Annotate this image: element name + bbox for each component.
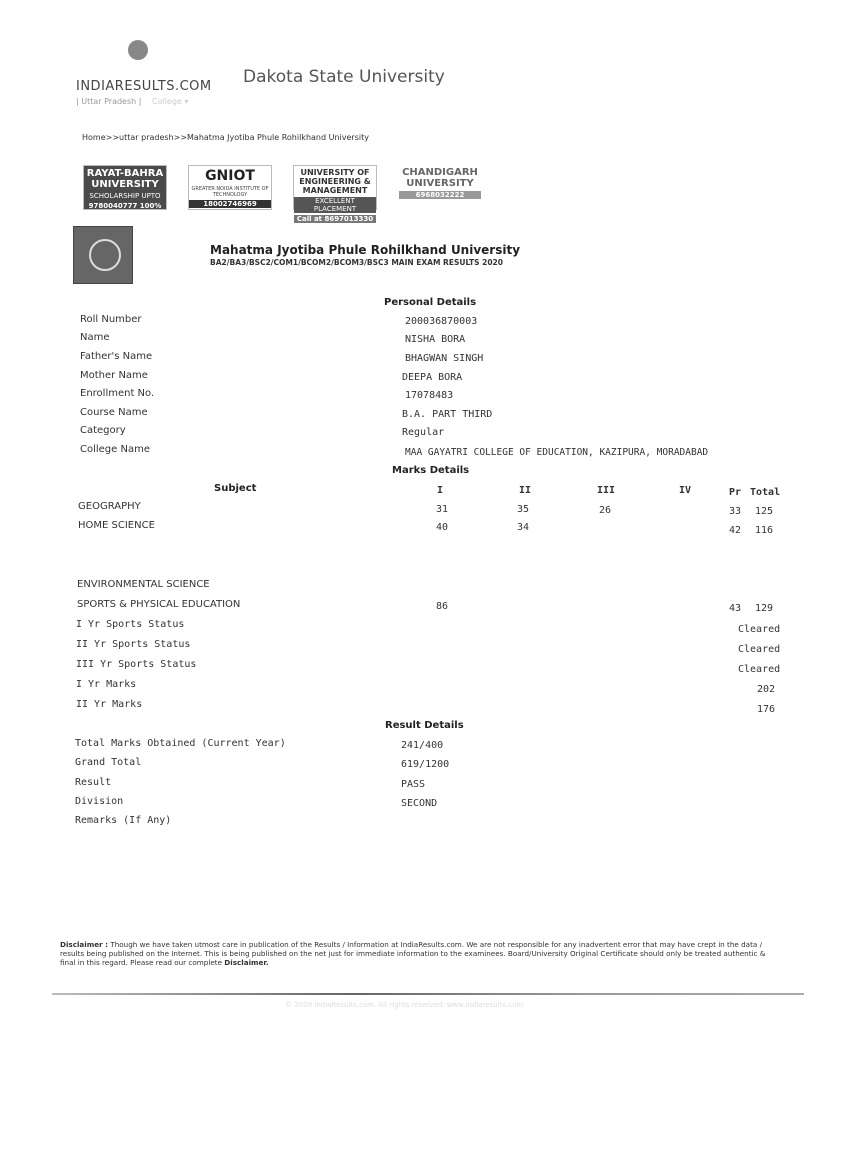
ad-phone: Call at 8697013330	[294, 215, 376, 223]
site-logo-text[interactable]: INDIARESULTS.COM	[76, 79, 212, 94]
personal-details-heading: Personal Details	[384, 297, 477, 308]
footer-text: © 2020 IndiaResults.com. All rights reserved. www.indiaresults.com	[285, 1001, 524, 1009]
col-i: I	[437, 485, 444, 496]
site-logo-subtitle	[76, 97, 188, 106]
subject-sports: SPORTS & PHYSICAL EDUCATION	[77, 599, 241, 610]
value-category: Regular	[402, 427, 445, 438]
geography-total: 125	[755, 506, 774, 517]
col-iv: IV	[679, 485, 692, 496]
value-i-yr-marks: 202	[757, 684, 776, 695]
college-dropdown[interactable]: College ▾	[152, 97, 189, 106]
ad-uem[interactable]	[293, 165, 377, 223]
value-result: PASS	[401, 779, 426, 790]
home-science-total: 116	[755, 525, 774, 536]
ad-heading: UNIVERSITY OF ENGINEERING & MANAGEMENT	[299, 168, 371, 195]
site-logo-icon	[128, 40, 148, 60]
university-name: Mahatma Jyotiba Phule Rohilkhand University	[210, 243, 521, 257]
value-i-yr-sports: Cleared	[738, 624, 781, 635]
value-division: SECOND	[401, 798, 438, 809]
value-ii-yr-marks: 176	[757, 704, 776, 715]
ad-gniot[interactable]	[188, 165, 272, 210]
label-ii-yr-marks: II Yr Marks	[76, 699, 143, 710]
label-grand-total: Grand Total	[75, 757, 142, 768]
col-ii: II	[519, 485, 532, 496]
ad-rayat-bahra[interactable]	[83, 165, 167, 210]
geography-i: 31	[436, 504, 449, 515]
label-roll-number: Roll Number	[80, 314, 142, 325]
value-name: NISHA BORA	[405, 334, 466, 345]
label-category: Category	[80, 425, 126, 436]
label-course-name: Course Name	[80, 407, 148, 418]
site-title: Dakota State University	[243, 67, 445, 87]
subject-environmental-science: ENVIRONMENTAL SCIENCE	[77, 579, 210, 590]
result-details-heading: Result Details	[385, 720, 464, 731]
label-total-marks: Total Marks Obtained (Current Year)	[75, 738, 286, 749]
disclaimer-link[interactable]: Disclaimer.	[224, 958, 269, 967]
disclaimer-text: Though we have taken utmost care in publication of the Results / Information at IndiaResults.com. We are not responsible for any inadvertent error that may have crept in the data / results being published on the Internet. This is being published on the net just for immediate information to the examinees. Board/University Original Certificate should only be treated authentic & final in this regard. Please read our complete	[60, 940, 766, 967]
geography-ii: 35	[517, 504, 530, 515]
label-enrollment: Enrollment No.	[80, 388, 155, 399]
value-roll-number: 200036870003	[405, 316, 478, 327]
sports-pr: 43	[729, 603, 742, 614]
label-college-name: College Name	[80, 444, 150, 455]
ad-phone: 18002746969	[189, 200, 271, 208]
geography-iii: 26	[599, 505, 612, 516]
value-fathers-name: BHAGWAN SINGH	[405, 353, 484, 364]
breadcrumb[interactable]: Home>>uttar pradesh>>Mahatma Jyotiba Phule Rohilkhand University	[82, 133, 369, 142]
ad-phone: 6968032222	[399, 191, 481, 199]
value-iii-yr-sports: Cleared	[738, 664, 781, 675]
footer-divider	[52, 993, 804, 995]
ad-phone: 9780040777 100%	[88, 202, 162, 210]
disclaimer	[60, 940, 782, 967]
value-total-marks: 241/400	[401, 740, 444, 751]
home-science-i: 40	[436, 522, 449, 533]
col-subject: Subject	[214, 483, 257, 494]
value-grand-total: 619/1200	[401, 759, 450, 770]
university-logo-icon	[73, 226, 133, 284]
ad-chandigarh[interactable]	[399, 165, 481, 210]
value-enrollment: 17078483	[405, 390, 454, 401]
label-ii-yr-sports: II Yr Sports Status	[76, 639, 191, 650]
ad-heading: RAYAT-BAHRA UNIVERSITY	[86, 168, 164, 190]
ad-line: SCHOLARSHIP UPTO	[89, 192, 161, 200]
label-i-yr-sports: I Yr Sports Status	[76, 619, 185, 630]
value-mother-name: DEEPA BORA	[402, 372, 463, 383]
value-course-name: B.A. PART THIRD	[402, 409, 493, 420]
col-iii: III	[597, 485, 616, 496]
label-result: Result	[75, 777, 112, 788]
ad-heading: GNIOT	[205, 168, 255, 184]
subject-home-science: HOME SCIENCE	[78, 520, 155, 531]
geography-pr: 33	[729, 506, 742, 517]
label-mother-name: Mother Name	[80, 370, 148, 381]
marks-details-heading: Marks Details	[392, 465, 470, 476]
sports-total: 129	[755, 603, 774, 614]
value-college-name: MAA GAYATRI COLLEGE OF EDUCATION, KAZIPURA, MORADABAD	[405, 447, 709, 458]
home-science-ii: 34	[517, 522, 530, 533]
ad-heading: CHANDIGARH UNIVERSITY	[402, 167, 478, 189]
exam-name: BA2/BA3/BSC2/COM1/BCOM2/BCOM3/BSC3 MAIN EXAM RESULTS 2020	[210, 258, 503, 267]
ad-line: EXCELLENT PLACEMENT	[294, 197, 376, 213]
label-remarks: Remarks (If Any)	[75, 815, 172, 826]
col-total: Total	[750, 487, 781, 498]
col-pr: Pr	[729, 487, 742, 498]
label-iii-yr-sports: III Yr Sports Status	[76, 659, 197, 670]
label-i-yr-marks: I Yr Marks	[76, 679, 137, 690]
label-division: Division	[75, 796, 124, 807]
state-link[interactable]: | Uttar Pradesh |	[76, 97, 142, 106]
label-name: Name	[80, 332, 110, 343]
subject-geography: GEOGRAPHY	[78, 501, 141, 512]
label-fathers-name: Father's Name	[80, 351, 153, 362]
ad-line: GREATER NOIDA INSTITUTE OF TECHNOLOGY	[191, 186, 269, 198]
value-ii-yr-sports: Cleared	[738, 644, 781, 655]
home-science-pr: 42	[729, 525, 742, 536]
disclaimer-label: Disclaimer :	[60, 940, 109, 949]
sports-i: 86	[436, 601, 449, 612]
